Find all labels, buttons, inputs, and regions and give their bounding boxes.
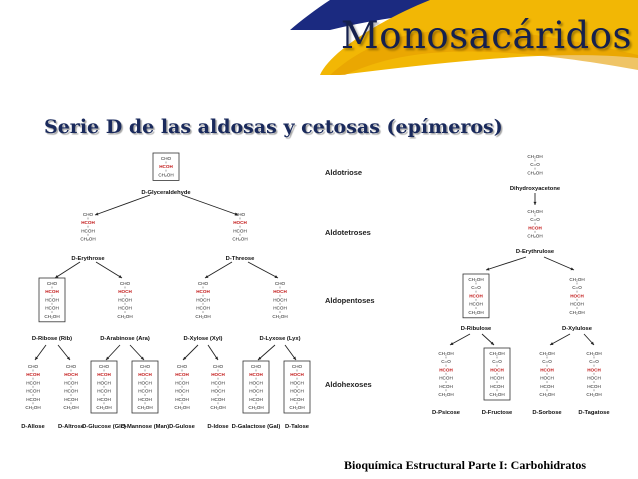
svg-text:CHO: CHO	[250, 364, 262, 369]
svg-text:HCOH: HCOH	[490, 375, 504, 381]
aldose-name-glucose: D-Glucose (Glc)	[82, 424, 126, 430]
svg-text:CH₂OH: CH₂OH	[539, 392, 555, 397]
fischer-galactose	[243, 361, 269, 413]
svg-text:CHO: CHO	[65, 364, 77, 369]
fischer-arabinose	[117, 281, 132, 319]
svg-text:CH₂OH: CH₂OH	[539, 351, 555, 356]
footer-text: Bioquímica Estructural Parte I: Carbohidratos	[344, 458, 586, 472]
svg-text:CH₂OH: CH₂OH	[527, 170, 543, 176]
aldose-name-xylose: D-Xylose (Xyl)	[183, 336, 223, 342]
svg-text:CH₂OH: CH₂OH	[248, 405, 264, 410]
svg-text:CH₂OH: CH₂OH	[438, 351, 454, 356]
svg-text:CHO: CHO	[82, 212, 94, 217]
svg-text:C=O: C=O	[471, 285, 481, 291]
svg-text:CHO: CHO	[139, 364, 151, 369]
svg-text:HCOH: HCOH	[45, 289, 59, 295]
svg-text:HOCH: HOCH	[249, 380, 263, 386]
fischer-threose	[232, 212, 247, 242]
ketose-name-ribulose: D-Ribulose	[460, 326, 492, 332]
svg-text:HOCH: HOCH	[138, 380, 152, 386]
aldose-name-galactose: D-Galactose (Gal)	[231, 424, 281, 430]
svg-text:C=O: C=O	[542, 359, 552, 365]
svg-text:CH₂OH: CH₂OH	[569, 309, 585, 315]
aldose-name-gulose: D-Gulose	[169, 424, 195, 430]
svg-text:HCOH: HCOH	[528, 225, 542, 231]
arrow	[96, 262, 122, 278]
svg-text:HOCH: HOCH	[273, 289, 287, 295]
fischer-tagatose	[586, 351, 601, 397]
svg-text:HOCH: HOCH	[64, 372, 78, 378]
svg-text:HCOH: HCOH	[196, 289, 210, 295]
arrow	[205, 262, 232, 278]
svg-text:HCOH: HCOH	[118, 305, 132, 311]
arrow	[183, 345, 198, 360]
arrow-head	[486, 268, 489, 271]
svg-text:HCOH: HCOH	[439, 367, 453, 373]
svg-text:HOCH: HOCH	[249, 388, 263, 394]
svg-text:CH₂OH: CH₂OH	[527, 209, 543, 214]
svg-text:C=O: C=O	[572, 285, 582, 291]
fischer-ribose	[39, 278, 65, 322]
svg-text:CH₂OH: CH₂OH	[25, 405, 41, 410]
svg-text:HOCH: HOCH	[570, 293, 584, 299]
svg-text:HCOH: HCOH	[81, 228, 95, 234]
svg-text:HCOH: HCOH	[587, 383, 601, 389]
svg-text:CH₂OH: CH₂OH	[44, 313, 60, 319]
svg-text:CH₂OH: CH₂OH	[158, 172, 174, 178]
svg-text:HOCH: HOCH	[290, 380, 304, 386]
svg-text:CH₂OH: CH₂OH	[527, 233, 543, 239]
fischer-xylose	[195, 281, 210, 319]
svg-text:CHO: CHO	[197, 281, 209, 286]
aldose-name-lyxose: D-Lyxose (Lyx)	[259, 336, 301, 342]
svg-text:CH₂OH: CH₂OH	[96, 405, 112, 410]
svg-text:CHO: CHO	[119, 281, 131, 286]
svg-text:HCOH: HCOH	[26, 372, 40, 378]
svg-text:HCOH: HCOH	[540, 367, 554, 373]
level-label-aldotriose: Aldotriose	[325, 168, 363, 177]
ketose-name-fructose: D-Fructose	[481, 410, 513, 416]
svg-text:HOCH: HOCH	[211, 388, 225, 394]
svg-text:HCOH: HCOH	[439, 375, 453, 381]
svg-text:HCOH: HCOH	[118, 297, 132, 303]
arrow	[95, 195, 150, 215]
fischer-glyceraldehyde	[153, 153, 179, 180]
svg-text:CHO: CHO	[234, 212, 246, 217]
arrow	[486, 257, 526, 270]
svg-text:HOCH: HOCH	[175, 388, 189, 394]
svg-text:HOCH: HOCH	[211, 372, 225, 378]
svg-text:C=O: C=O	[530, 162, 540, 168]
level-label-aldohexoses: Aldohexoses	[325, 380, 372, 389]
formula-structures	[25, 153, 601, 413]
svg-text:HCOH: HCOH	[64, 388, 78, 394]
arrow-head	[533, 202, 536, 205]
svg-text:CHO: CHO	[98, 364, 110, 369]
svg-text:HOCH: HOCH	[97, 380, 111, 386]
svg-text:HOCH: HOCH	[587, 375, 601, 381]
fischer-fructose	[484, 348, 510, 400]
svg-text:HCOH: HCOH	[97, 372, 111, 378]
ketose-name-psicose: D-Psicose	[431, 410, 461, 416]
svg-text:CH₂OH: CH₂OH	[195, 313, 211, 319]
svg-text:CH₂OH: CH₂OH	[527, 154, 543, 159]
svg-text:CH₂OH: CH₂OH	[137, 405, 153, 410]
fischer-xylulose	[569, 277, 584, 315]
svg-text:CHO: CHO	[160, 156, 172, 161]
svg-text:HCOH: HCOH	[26, 380, 40, 386]
fischer-erythrose	[80, 212, 95, 242]
svg-text:HCOH: HCOH	[469, 293, 483, 299]
aldose-name-mannose: D-Mannose (Man)	[120, 424, 170, 430]
svg-text:HCOH: HCOH	[26, 388, 40, 394]
svg-text:HCOH: HCOH	[45, 305, 59, 311]
svg-text:HOCH: HOCH	[196, 297, 210, 303]
level-label-aldopentoses: Aldopentoses	[325, 296, 375, 305]
arrow	[248, 262, 278, 278]
svg-text:CH₂OH: CH₂OH	[232, 236, 248, 242]
svg-text:CH₂OH: CH₂OH	[272, 313, 288, 319]
svg-text:CHO: CHO	[291, 364, 303, 369]
svg-text:CHO: CHO	[274, 281, 286, 286]
svg-text:CH₂OH: CH₂OH	[586, 392, 602, 397]
svg-text:HCOH: HCOH	[490, 383, 504, 389]
svg-text:HOCH: HOCH	[118, 289, 132, 295]
svg-text:CHO: CHO	[27, 364, 39, 369]
svg-text:HOCH: HOCH	[233, 220, 247, 226]
svg-text:HCOH: HCOH	[175, 372, 189, 378]
fischer-glucose	[91, 361, 117, 413]
svg-text:CH₂OH: CH₂OH	[489, 392, 505, 397]
arrow	[182, 195, 238, 215]
svg-text:CH₂OH: CH₂OH	[80, 236, 96, 242]
ketose-name-xylulose: D-Xylulose	[562, 326, 592, 332]
svg-text:CH₂OH: CH₂OH	[489, 351, 505, 356]
fischer-allose	[25, 364, 40, 410]
svg-text:HCOH: HCOH	[249, 396, 263, 402]
arrow	[550, 334, 570, 345]
svg-text:C=O: C=O	[441, 359, 451, 365]
aldose-name-idose: D-Idose	[207, 424, 229, 430]
fischer-mannose	[132, 361, 158, 413]
svg-text:CHO: CHO	[176, 364, 188, 369]
aldose-name-ribose: D-Ribose (Rib)	[31, 336, 73, 342]
aldose-name-glyceraldehyde: D-Glyceraldehyde	[141, 190, 191, 196]
ketose-name-tagatose: D-Tagatose	[578, 410, 610, 416]
svg-text:HCOH: HCOH	[233, 228, 247, 234]
svg-text:HCOH: HCOH	[159, 164, 173, 170]
svg-text:HOCH: HOCH	[490, 367, 504, 373]
svg-text:CHO: CHO	[212, 364, 224, 369]
svg-text:CH₂OH: CH₂OH	[569, 277, 585, 282]
svg-text:HCOH: HCOH	[81, 220, 95, 226]
fischer-ribulose	[463, 274, 489, 318]
svg-text:HCOH: HCOH	[469, 301, 483, 307]
svg-text:CH₂OH: CH₂OH	[468, 309, 484, 315]
aldose-name-altrose: D-Altrose	[57, 424, 85, 430]
svg-text:HOCH: HOCH	[273, 297, 287, 303]
svg-text:HCOH: HCOH	[211, 380, 225, 386]
svg-text:HOCH: HOCH	[290, 388, 304, 394]
svg-text:C=O: C=O	[589, 359, 599, 365]
ketose-name-erythrulose: D-Erythrulose	[515, 249, 555, 255]
svg-text:CH₂OH: CH₂OH	[210, 405, 226, 410]
svg-text:CH₂OH: CH₂OH	[117, 313, 133, 319]
svg-text:CH₂OH: CH₂OH	[468, 277, 484, 282]
aldose-name-threose: D-Threose	[225, 256, 255, 262]
ketose-name-dihydroxyacetone: Dihydroxyacetone	[509, 186, 561, 192]
svg-text:HCOH: HCOH	[138, 396, 152, 402]
fischer-idose	[210, 364, 225, 410]
svg-text:HCOH: HCOH	[64, 380, 78, 386]
svg-text:CH₂OH: CH₂OH	[289, 405, 305, 410]
svg-text:HOCH: HOCH	[540, 375, 554, 381]
svg-text:HOCH: HOCH	[587, 367, 601, 373]
svg-text:C=O: C=O	[530, 217, 540, 223]
fischer-gulose	[174, 364, 189, 410]
svg-text:HCOH: HCOH	[290, 396, 304, 402]
svg-text:HCOH: HCOH	[175, 380, 189, 386]
aldose-name-allose: D-Allose	[21, 424, 45, 430]
svg-text:HCOH: HCOH	[570, 301, 584, 307]
fischer-lyxose	[272, 281, 287, 319]
svg-text:HCOH: HCOH	[439, 383, 453, 389]
aldose-name-talose: D-Talose	[284, 424, 310, 430]
svg-text:CHO: CHO	[46, 281, 58, 286]
svg-text:CH₂OH: CH₂OH	[63, 405, 79, 410]
svg-text:HCOH: HCOH	[97, 388, 111, 394]
arrow	[55, 262, 80, 278]
arrow	[258, 345, 275, 360]
svg-text:CH₂OH: CH₂OH	[586, 351, 602, 356]
svg-text:CH₂OH: CH₂OH	[438, 392, 454, 397]
svg-text:HCOH: HCOH	[540, 383, 554, 389]
fischer-altrose	[63, 364, 78, 410]
fischer-talose	[284, 361, 310, 413]
svg-text:HCOH: HCOH	[211, 396, 225, 402]
svg-text:C=O: C=O	[492, 359, 502, 365]
fischer-dihydroxyacetone	[527, 154, 542, 175]
arrow-head	[95, 212, 98, 215]
fischer-erythrulose	[527, 209, 542, 239]
svg-text:CH₂OH: CH₂OH	[174, 405, 190, 410]
aldose-name-arabinose: D-Arabinose (Ara)	[100, 336, 150, 342]
svg-text:HCOH: HCOH	[97, 396, 111, 402]
page-title: Monosacáridos	[340, 14, 632, 57]
svg-text:HOCH: HOCH	[138, 372, 152, 378]
fischer-psicose	[438, 351, 453, 397]
svg-text:HCOH: HCOH	[26, 396, 40, 402]
fischer-sorbose	[539, 351, 554, 397]
svg-text:HOCH: HOCH	[290, 372, 304, 378]
svg-text:HCOH: HCOH	[196, 305, 210, 311]
svg-text:HCOH: HCOH	[273, 305, 287, 311]
level-label-aldotetroses: Aldotetroses	[325, 228, 371, 237]
arrow	[450, 334, 470, 345]
svg-text:HCOH: HCOH	[64, 396, 78, 402]
page-subtitle: Serie D de las aldosas y cetosas (epímeros)	[44, 116, 503, 138]
svg-text:HCOH: HCOH	[45, 297, 59, 303]
aldose-name-erythrose: D-Erythrose	[71, 256, 105, 262]
svg-text:HCOH: HCOH	[249, 372, 263, 378]
ketose-name-sorbose: D-Sorbose	[532, 410, 562, 416]
svg-text:HCOH: HCOH	[138, 388, 152, 394]
svg-text:HCOH: HCOH	[175, 396, 189, 402]
arrow	[544, 257, 574, 270]
